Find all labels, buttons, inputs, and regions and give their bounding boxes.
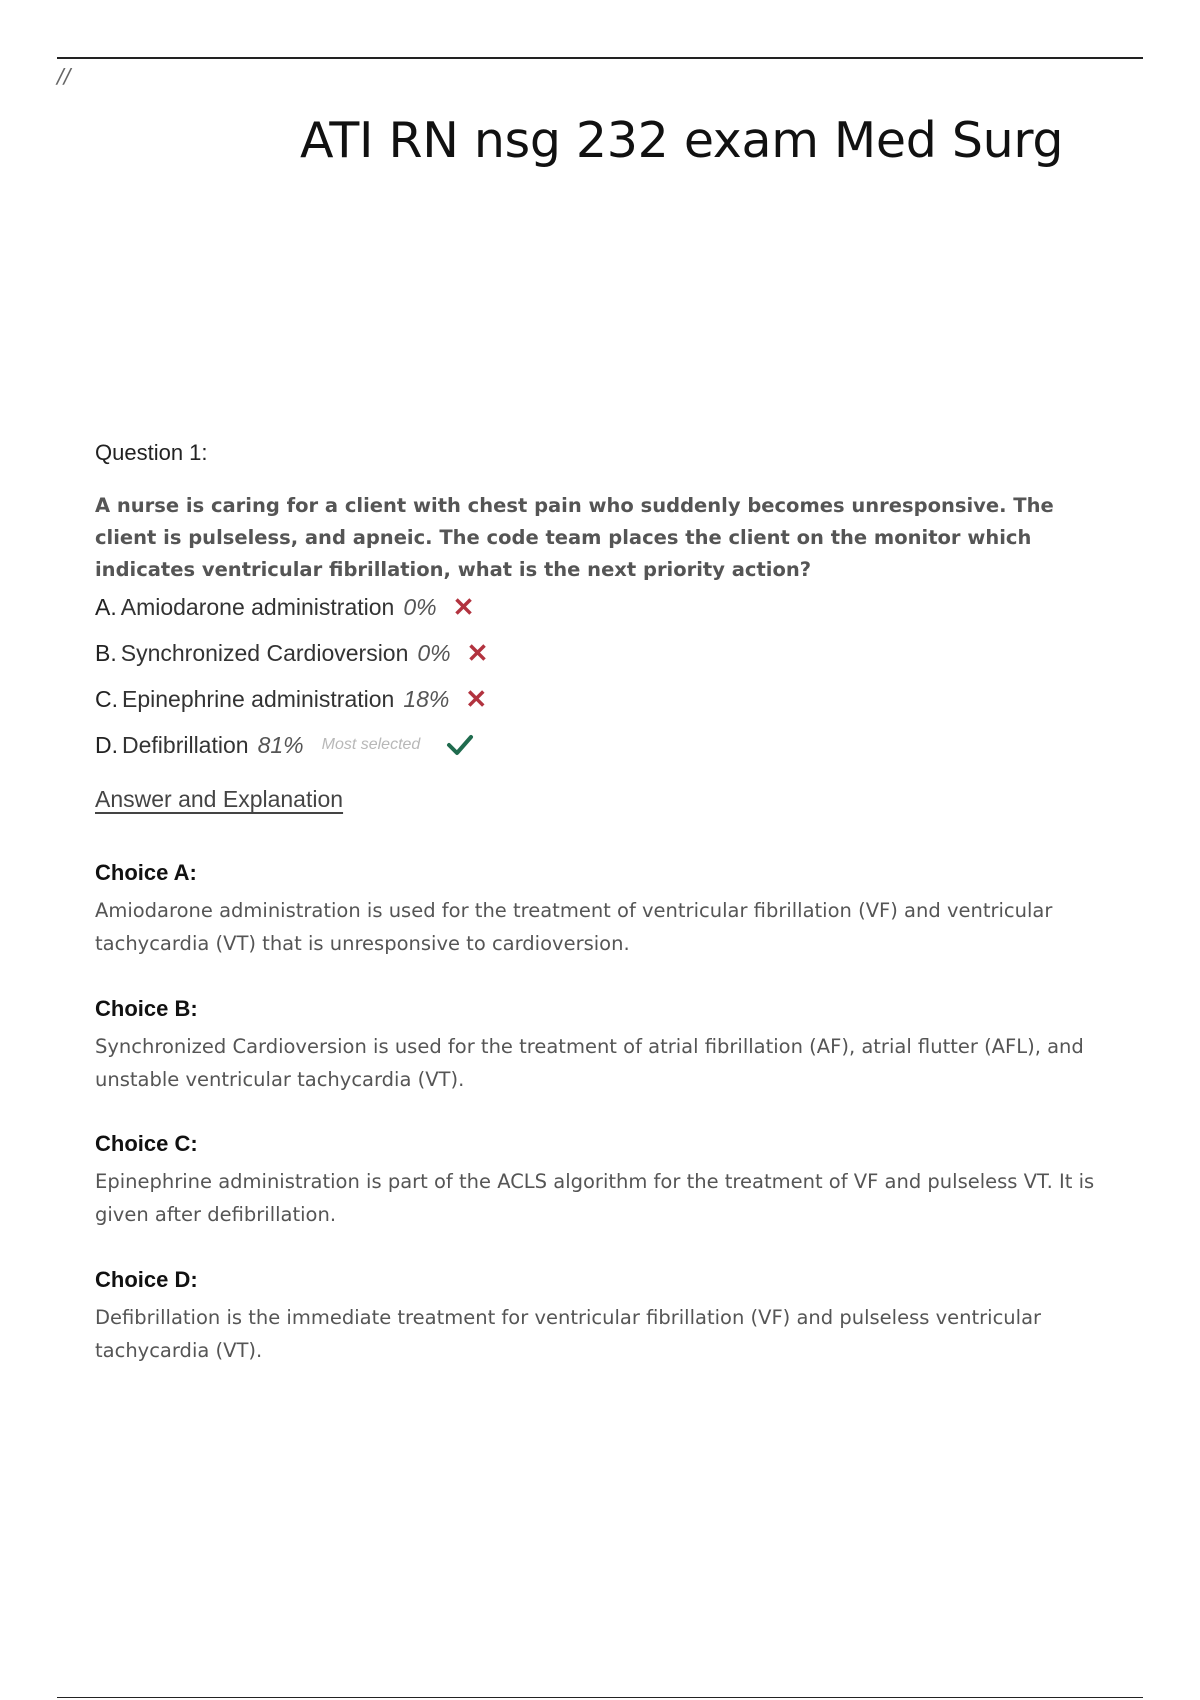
choice-heading: Choice C: (95, 1131, 198, 1156)
option-letter: B. (95, 639, 117, 666)
explanation-choice-b (95, 996, 1105, 1096)
most-selected-note: Most selected (321, 736, 421, 753)
option-label: Epinephrine administration (122, 685, 395, 712)
choice-heading: Choice B: (95, 996, 198, 1021)
option-label: Defibrillation (122, 731, 249, 758)
option-b[interactable] (95, 630, 488, 676)
option-letter: C. (95, 685, 118, 712)
option-d[interactable] (95, 722, 488, 768)
explanation-choice-d (95, 1267, 1105, 1367)
option-percent: 81% (257, 731, 304, 758)
option-percent: 0% (403, 593, 437, 620)
question-label: Question 1: (95, 440, 208, 465)
bottom-rule (57, 1697, 1143, 1698)
incorrect-x-icon: ✕ (465, 684, 488, 714)
option-label: Amiodarone administration (120, 593, 395, 620)
answer-options (95, 584, 488, 768)
option-label: Synchronized Cardioversion (120, 639, 409, 666)
correct-check-icon (446, 734, 474, 756)
option-percent: 0% (417, 639, 451, 666)
explanation-choice-c (95, 1131, 1105, 1231)
choice-explanation: Defibrillation is the immediate treatment for ventricular fibrillation (VF) and pulseless ventricular tachycardia (VT). (95, 1306, 1042, 1362)
incorrect-x-icon: ✕ (452, 592, 475, 622)
option-letter: A. (95, 593, 117, 620)
choice-heading: Choice D: (95, 1267, 198, 1292)
choice-explanation: Epinephrine administration is part of the ACLS algorithm for the treatment of VF and pulseless VT. It is given after defibrillation. (95, 1170, 1095, 1226)
corner-mark: // (57, 64, 71, 88)
option-percent: 18% (403, 685, 450, 712)
incorrect-x-icon: ✕ (466, 638, 489, 668)
top-rule (57, 57, 1143, 59)
answer-explanation-link[interactable]: Answer and Explanation (95, 786, 344, 812)
explanation-choice-a (95, 860, 1105, 960)
option-letter: D. (95, 731, 118, 758)
document-title: ATI RN nsg 232 exam Med Surg (300, 112, 1064, 169)
choice-explanation: Synchronized Cardioversion is used for the treatment of atrial fibrillation (AF), atrial flutter (AFL), and unstable ventricular tachycardia (VT). (95, 1035, 1084, 1091)
choice-heading: Choice A: (95, 860, 197, 885)
choice-explanation: Amiodarone administration is used for the treatment of ventricular fibrillation (VF) and ventricular tachycardia (VT) that is unresponsive to cardioversion. (95, 899, 1053, 955)
option-a[interactable] (95, 584, 488, 630)
question-text: A nurse is caring for a client with chest pain who suddenly becomes unresponsive. The client is pulseless, and apneic. The code team places the client on the monitor which indicates ventricular fibrillation, what is the next priority action? (95, 494, 1054, 581)
option-c[interactable] (95, 676, 488, 722)
